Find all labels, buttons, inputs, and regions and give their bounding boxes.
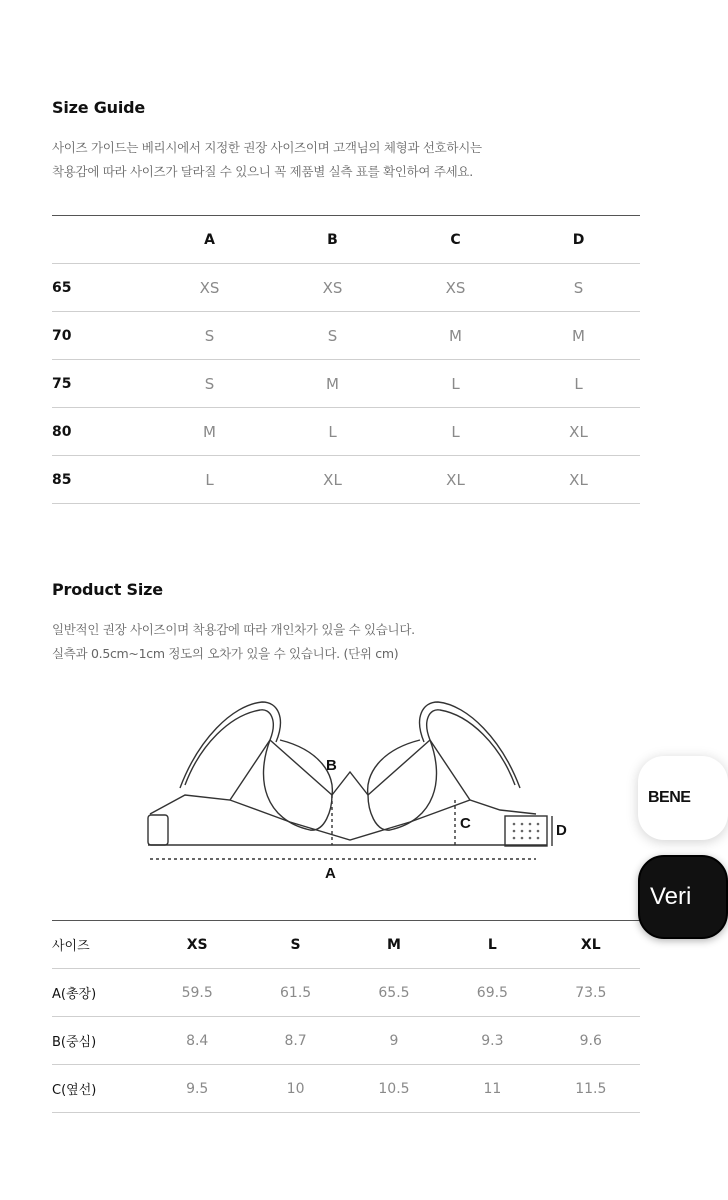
size-cell: XS <box>271 264 394 312</box>
measurement-cell: 8.7 <box>246 1017 344 1065</box>
size-guide-title: Size Guide <box>52 98 146 117</box>
size-cell: XL <box>517 408 640 456</box>
size-cell: L <box>271 408 394 456</box>
size-cell: XS <box>148 264 271 312</box>
table-row <box>52 456 640 504</box>
size-cell: L <box>394 360 517 408</box>
cup-header: A <box>148 216 271 264</box>
product-size-desc-line1: 일반적인 권장 사이즈이며 착용감에 따라 개인차가 있을 수 있습니다. <box>52 622 415 637</box>
corner-cell <box>52 216 148 264</box>
diagram-label-d: D <box>556 822 567 839</box>
size-cell: S <box>148 312 271 360</box>
size-guide-description <box>52 136 482 184</box>
product-size-desc-line2: 실측과 0.5cm~1cm 정도의 오차가 있을 수 있습니다. (단위 cm) <box>52 646 399 661</box>
measurement-label: C(옆선) <box>52 1065 148 1113</box>
table-row <box>52 969 640 1017</box>
table-row <box>52 1065 640 1113</box>
measurement-cell: 9.6 <box>542 1017 640 1065</box>
diagram-label-b: B <box>326 757 337 774</box>
size-cell: S <box>148 360 271 408</box>
bra-measurement-diagram <box>140 700 567 890</box>
table-row <box>52 360 640 408</box>
band-label: 70 <box>52 312 148 360</box>
size-cell: L <box>517 360 640 408</box>
measurement-cell: 65.5 <box>345 969 443 1017</box>
size-guide-desc-line1: 사이즈 가이드는 베리시에서 지정한 권장 사이즈이며 고객님의 체형과 선호하시는 <box>52 140 482 155</box>
size-cell: M <box>394 312 517 360</box>
product-size-description <box>52 618 415 666</box>
measurement-cell: 9.3 <box>443 1017 541 1065</box>
measurement-cell: 11.5 <box>542 1065 640 1113</box>
measurement-cell: 69.5 <box>443 969 541 1017</box>
benefit-button-label: BENE <box>648 789 691 806</box>
size-column-header: XS <box>148 921 246 969</box>
verify-button-label: Veri <box>650 883 692 910</box>
size-cell: L <box>148 456 271 504</box>
size-cell: XL <box>394 456 517 504</box>
measurement-label: B(중심) <box>52 1017 148 1065</box>
size-cell: M <box>271 360 394 408</box>
product-size-table <box>52 920 640 1161</box>
table-row <box>52 312 640 360</box>
size-cell: L <box>394 408 517 456</box>
bra-outline <box>148 702 552 859</box>
size-column-header: XL <box>542 921 640 969</box>
measurement-cell: 61.5 <box>246 969 344 1017</box>
verify-floating-button[interactable] <box>638 855 728 939</box>
measurement-cell: 9.5 <box>148 1065 246 1113</box>
measurement-cell: 10 <box>246 1065 344 1113</box>
table-row <box>52 1017 640 1065</box>
band-label: 65 <box>52 264 148 312</box>
size-column-header: S <box>246 921 344 969</box>
table-header-row <box>52 216 640 264</box>
benefit-floating-button[interactable] <box>638 756 728 840</box>
cup-header: C <box>394 216 517 264</box>
size-column-header: L <box>443 921 541 969</box>
diagram-label-c: C <box>460 815 471 832</box>
size-guide-desc-line2: 착용감에 따라 사이즈가 달라질 수 있으니 꼭 제품별 실측 표를 확인하여 주세요. <box>52 164 473 179</box>
cup-header: D <box>517 216 640 264</box>
measurement-cell: 10.5 <box>345 1065 443 1113</box>
measurement-cell: 11 <box>443 1065 541 1113</box>
measurement-cell: 59.5 <box>148 969 246 1017</box>
size-column-header: M <box>345 921 443 969</box>
size-cell: XS <box>394 264 517 312</box>
table-row <box>52 408 640 456</box>
band-label: 85 <box>52 456 148 504</box>
measurement-cell: 73.5 <box>542 969 640 1017</box>
measurement-cell: 8.4 <box>148 1017 246 1065</box>
cup-header: B <box>271 216 394 264</box>
diagram-label-a: A <box>325 865 336 882</box>
band-label: 80 <box>52 408 148 456</box>
measurement-cell: 9 <box>345 1017 443 1065</box>
table-header-row <box>52 921 640 969</box>
size-guide-table <box>52 215 640 504</box>
size-cell: S <box>517 264 640 312</box>
size-cell: S <box>271 312 394 360</box>
size-cell: XL <box>271 456 394 504</box>
hook-eye-dots <box>513 823 540 840</box>
table-row <box>52 264 640 312</box>
size-header-label: 사이즈 <box>52 921 148 969</box>
bottom-cutoff <box>0 1130 688 1200</box>
measurement-label: A(총장) <box>52 969 148 1017</box>
size-cell: XL <box>517 456 640 504</box>
band-label: 75 <box>52 360 148 408</box>
size-cell: M <box>517 312 640 360</box>
size-cell: M <box>148 408 271 456</box>
product-size-title: Product Size <box>52 580 163 599</box>
